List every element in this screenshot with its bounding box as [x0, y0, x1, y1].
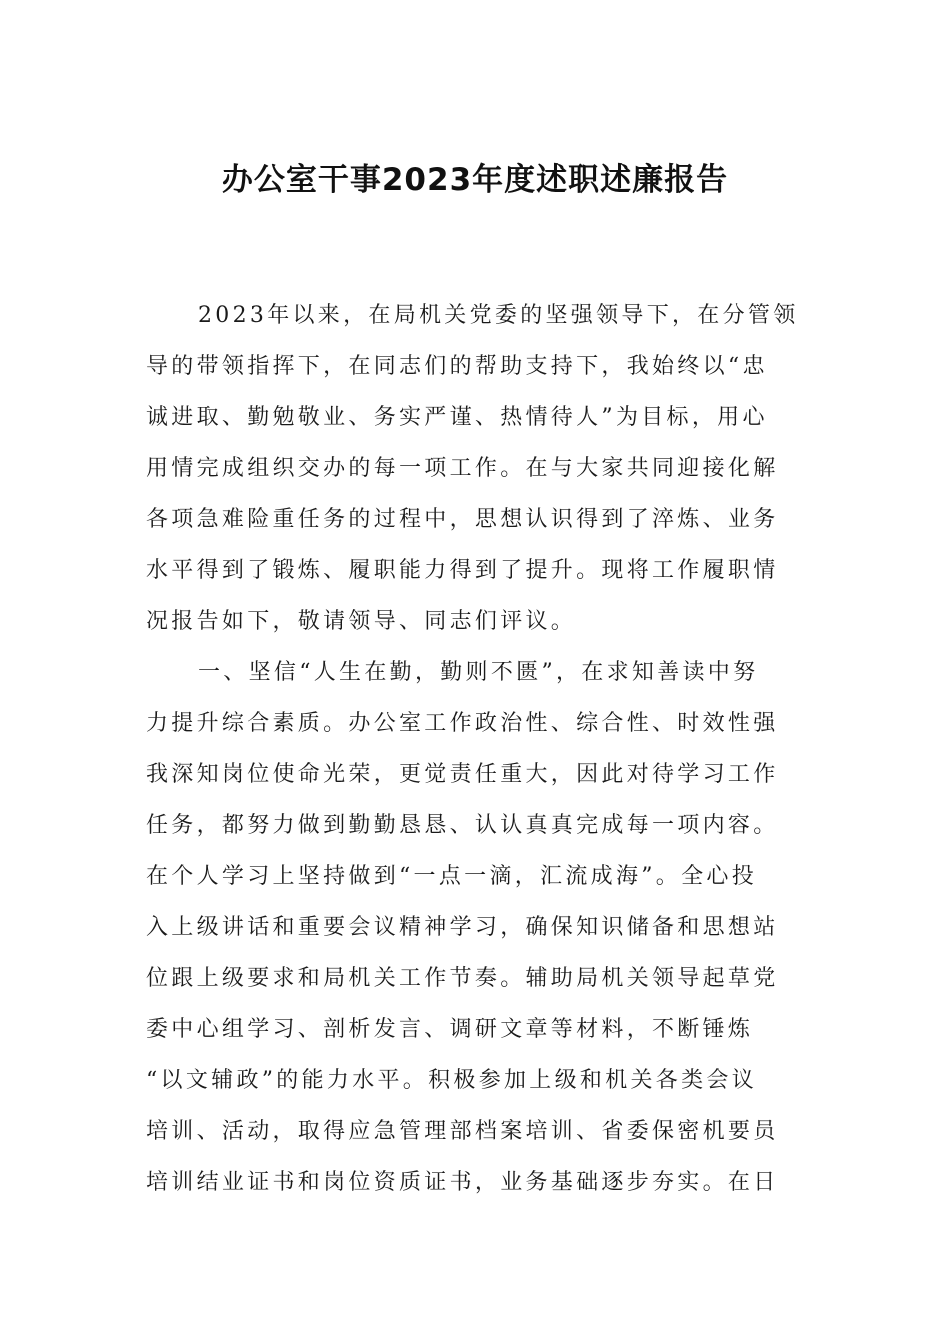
paragraph-line: 培训、活动，取得应急管理部档案培训、省委保密机要员: [146, 1119, 779, 1144]
document-title: 办公室干事2023年度述职述廉报告: [221, 162, 729, 198]
paragraph-line: 诚进取、勤勉敬业、务实严谨、热情待人”为目标，用心: [146, 405, 768, 430]
paragraph-line: 水平得到了锻炼、履职能力得到了提升。现将工作履职情: [146, 558, 779, 583]
paragraph-line: 力提升综合素质。办公室工作政治性、综合性、时效性强: [146, 711, 779, 736]
paragraph-line: 任务，都努力做到勤勤恳恳、认认真真完成每一项内容。: [146, 813, 779, 838]
paragraph-line: 委中心组学习、剖析发言、调研文章等材料，不断锤炼: [146, 1017, 754, 1042]
paragraph-line: 在个人学习上坚持做到“一点一滴，汇流成海”。全心投: [146, 864, 757, 889]
paragraph-line: 用情完成组织交办的每一项工作。在与大家共同迎接化解: [146, 456, 779, 481]
paragraph-line: 我深知岗位使命光荣，更觉责任重大，因此对待学习工作: [146, 762, 779, 787]
paragraph-line: 导的带领指挥下，在同志们的帮助支持下，我始终以“忠: [146, 354, 768, 379]
paragraph-line: 2023年以来，在局机关党委的坚强领导下，在分管领: [198, 303, 799, 328]
paragraph-line: 位跟上级要求和局机关工作节奏。辅助局机关领导起草党: [146, 966, 779, 991]
paragraph-line: “以文辅政”的能力水平。积极参加上级和机关各类会议: [146, 1068, 757, 1093]
document-body: [146, 290, 806, 1208]
paragraph-line: 一、坚信“人生在勤，勤则不匮”，在求知善读中努: [198, 660, 759, 685]
paragraph-line: 入上级讲话和重要会议精神学习，确保知识储备和思想站: [146, 915, 779, 940]
paragraph-line: 况报告如下，敬请领导、同志们评议。: [146, 609, 577, 634]
paragraph-line: 培训结业证书和岗位资质证书，业务基础逐步夯实。在日: [146, 1170, 779, 1195]
paragraph-line: 各项急难险重任务的过程中，思想认识得到了淬炼、业务: [146, 507, 779, 532]
